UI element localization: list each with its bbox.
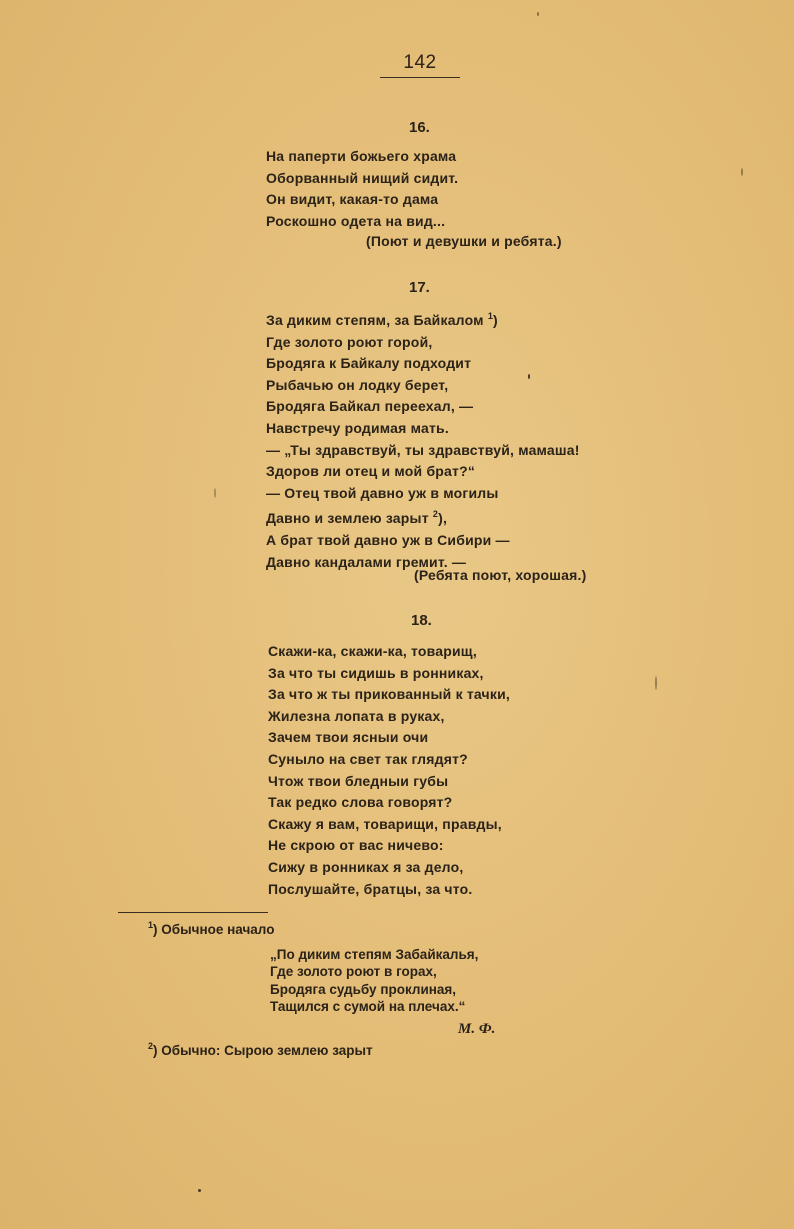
page-number: 142	[403, 52, 437, 73]
signature-initials: М. Ф.	[458, 1021, 496, 1037]
song-16-number: 16.	[409, 119, 430, 136]
verse-line: Где золото роют горой,	[266, 333, 433, 350]
verse-line: Рыбачью он лодку берет,	[266, 376, 449, 393]
verse-line: Сижу в ронниках я за дело,	[268, 858, 464, 875]
verse-line: — Отец твой давно уж в могилы	[266, 484, 499, 501]
verse-line: Жилезна лопата в руках,	[268, 707, 445, 724]
quote-line: „По диким степям Забайкалья,	[270, 947, 479, 962]
verse-line: За что ты сидишь в ронниках,	[268, 664, 484, 681]
footnote-mark: 1	[148, 920, 154, 930]
verse-line: Суныло на свет так глядят?	[268, 750, 468, 767]
footnote-rule	[118, 912, 268, 913]
verse-line: Чтож твои бледныи губы	[268, 772, 449, 789]
song-16-verse	[266, 146, 458, 232]
song-16-stage-note: (Поют и девушки и ребята.)	[366, 233, 562, 249]
paper-speck	[741, 168, 743, 176]
verse-line: За что ж ты прикованный к тачки,	[268, 686, 510, 703]
verse-line: Так редко слова говорят?	[268, 794, 453, 811]
footnote-mark: 2	[432, 509, 439, 520]
quote-line: Бродяга судьбу проклиная,	[270, 981, 457, 997]
verse-line: Послушайте, братцы, за что.	[268, 880, 473, 897]
song-17-verse	[266, 306, 580, 573]
verse-line: Бродяга к Байкалу подходит	[266, 355, 472, 372]
paper-speck	[198, 1189, 201, 1192]
verse-line: Бродяга Байкал переехал, —	[266, 398, 474, 415]
footnote-2: $^2$) Обычно: Сырою землею зарыт	[148, 1041, 373, 1058]
page-number-rule	[380, 77, 460, 78]
verse-line: — „Ты здравствуй, ты здравствуй, мамаша!	[266, 441, 580, 458]
footnote-mark: 2	[148, 1041, 154, 1051]
song-18-verse	[268, 641, 510, 900]
verse-line: А брат твой давно уж в Сибири —	[266, 531, 510, 548]
song-18-number: 18.	[411, 612, 432, 629]
verse-line: Зачем твои ясныи очи	[268, 729, 429, 746]
song-17-stage-note: (Ребята поют, хорошая.)	[414, 567, 587, 583]
quote-line: Тащился с сумой на плечах.“	[270, 999, 466, 1015]
footnote-1: $^1$) Обычное начало	[148, 920, 275, 937]
song-17-number: 17.	[409, 279, 430, 296]
verse-line: Не скрою от вас ничево:	[268, 837, 444, 854]
paper-speck	[655, 676, 657, 690]
quote-line: Где золото роют в горах,	[270, 964, 437, 980]
verse-line: Скажи-ка, скажи-ка, товарищ,	[268, 643, 477, 659]
verse-line: Давно и землею зарыт $^2$),	[266, 509, 448, 527]
verse-line: Он видит, какая-то дама	[266, 191, 439, 208]
verse-line: За диким степям, за Байкалом $^1$)	[266, 311, 498, 328]
verse-line: На паперти божьего храма	[266, 148, 457, 164]
verse-line: Скажу я вам, товарищи, правды,	[268, 815, 502, 832]
verse-line: Оборванный нищий сидит.	[266, 169, 459, 186]
verse-line: Здоров ли отец и мой брат?“	[266, 463, 476, 480]
verse-line: Давно кандалами гремит. —	[266, 553, 467, 570]
paper-speck	[537, 12, 539, 16]
verse-line: Роскошно одета на вид...	[266, 212, 446, 229]
footnote-1-quote	[270, 946, 478, 1016]
paper-speck	[214, 488, 216, 498]
paper-speck	[528, 374, 530, 379]
footnote-mark: 1	[487, 311, 494, 321]
verse-line: Навстречу родимая мать.	[266, 419, 449, 436]
